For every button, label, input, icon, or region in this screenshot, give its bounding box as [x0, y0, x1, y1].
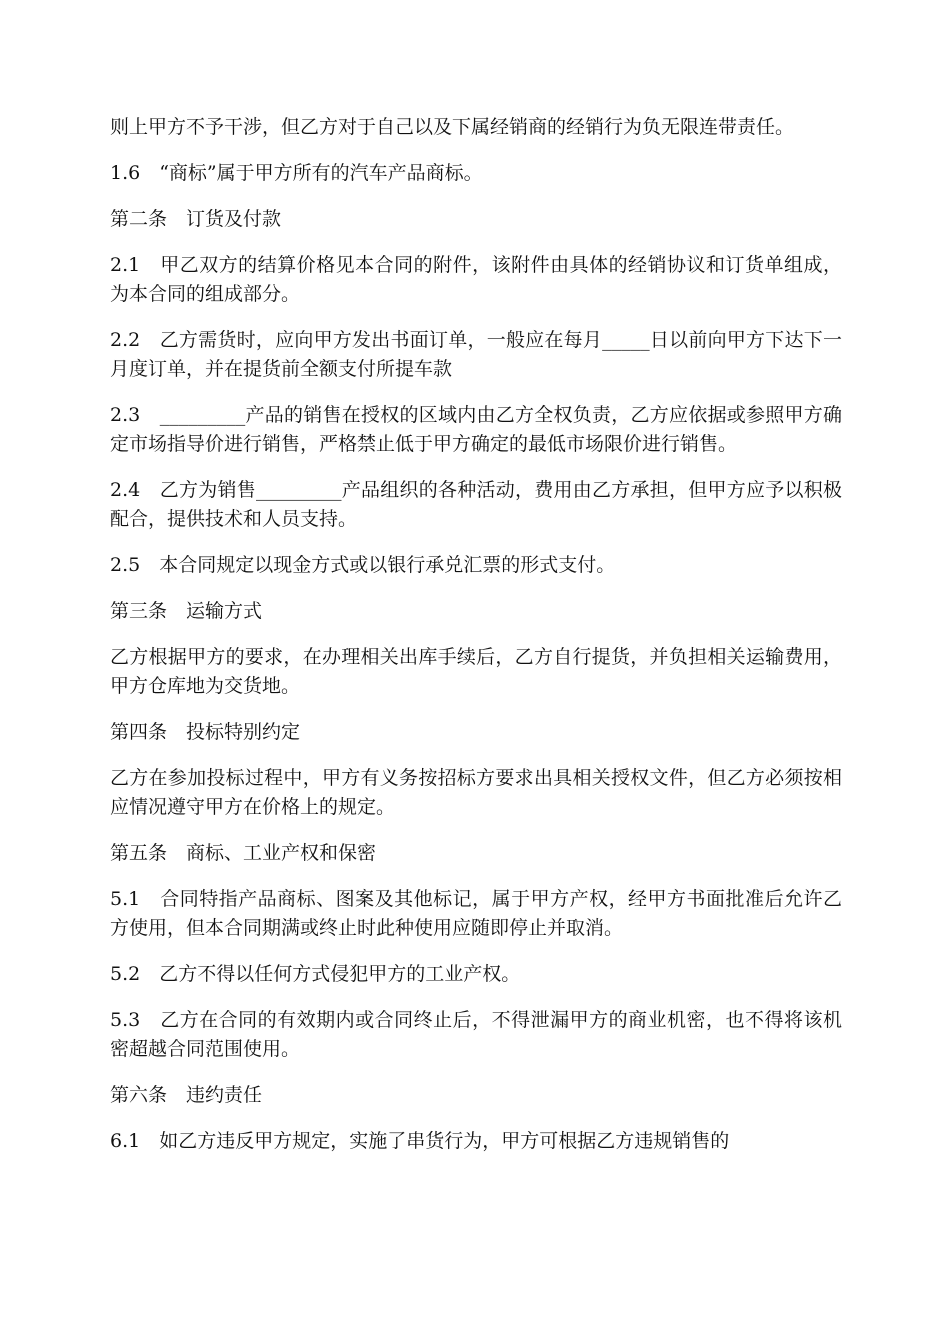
clause-6-1-cross-selling: 6.1 如乙方违反甲方规定，实施了串货行为，甲方可根据乙方违规销售的	[110, 1130, 730, 1152]
paragraph-continuation-joint-liability: 则上甲方不予干涉，但乙方对于自己以及下属经销商的经销行为负无限连带责任。	[110, 116, 795, 138]
article-2-heading: 第二条 订货及付款	[110, 208, 282, 230]
clause-2-2-order: 2.2 乙方需货时，应向甲方发出书面订单，一般应在每月_____日以前向甲方下达下一月度订单，并在提货前全额支付所提车款	[110, 329, 842, 380]
clause-2-4-promotion-costs: 2.4 乙方为销售_________产品组织的各种活动，费用由乙方承担，但甲方应予以积极配合，提供技术和人员支持。	[110, 479, 842, 530]
article-3-heading: 第三条 运输方式	[110, 600, 263, 622]
article-4-heading: 第四条 投标特别约定	[110, 721, 301, 743]
clause-5-1-trademark-use: 5.1 合同特指产品商标、图案及其他标记，属于甲方产权，经甲方书面批准后允许乙方使用，但本合同期满或终止时此种使用应随即停止并取消。	[110, 888, 842, 939]
article-6-heading: 第六条 违约责任	[110, 1084, 263, 1106]
clause-2-3-sales-area: 2.3 _________产品的销售在授权的区域内由乙方全权负责，乙方应依据或参照甲方确定市场指导价进行销售，严格禁止低于甲方确定的最低市场限价进行销售。	[110, 404, 842, 455]
clause-1-6-trademark: 1.6 “商标”属于甲方所有的汽车产品商标。	[110, 162, 483, 184]
clause-5-3-confidentiality: 5.3 乙方在合同的有效期内或合同终止后，不得泄漏甲方的商业机密，也不得将该机密超越合同范围使用。	[110, 1009, 842, 1060]
clause-5-2-industrial-property: 5.2 乙方不得以任何方式侵犯甲方的工业产权。	[110, 963, 521, 985]
article-4-bidding-text: 乙方在参加投标过程中，甲方有义务按招标方要求出具相关授权文件，但乙方必须按相应情况遵守甲方在价格上的规定。	[110, 767, 842, 818]
clause-2-5-payment-method: 2.5 本合同规定以现金方式或以银行承兑汇票的形式支付。	[110, 554, 616, 576]
article-5-heading: 第五条 商标、工业产权和保密	[110, 842, 377, 864]
article-3-transport-text: 乙方根据甲方的要求，在办理相关出库手续后，乙方自行提货，并负担相关运输费用，甲方仓库地为交货地。	[110, 646, 842, 697]
clause-2-1-settlement-price: 2.1 甲乙双方的结算价格见本合同的附件，该附件由具体的经销协议和订货单组成，为本合同的组成部分。	[110, 254, 842, 305]
document-body	[110, 113, 842, 1173]
